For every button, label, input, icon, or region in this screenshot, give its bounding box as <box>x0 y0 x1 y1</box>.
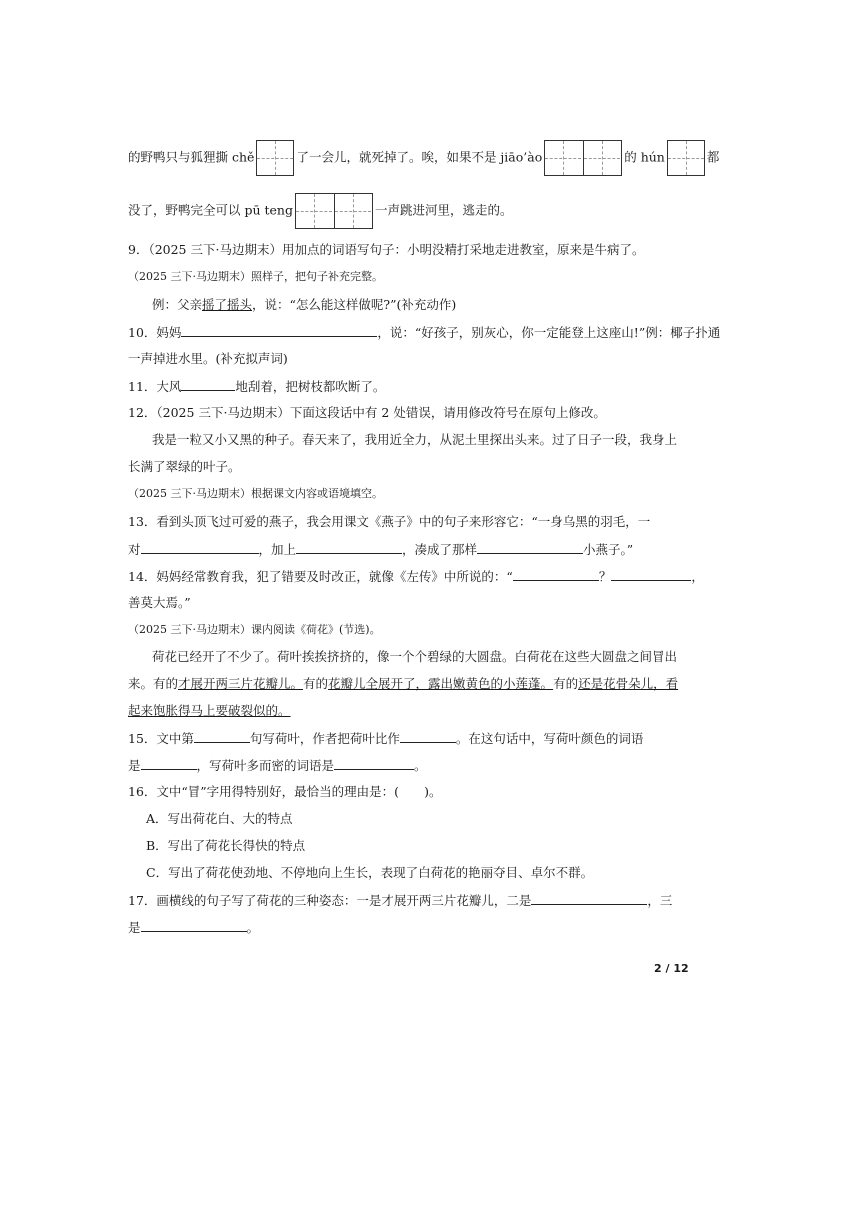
passage-12-a: 我是一粒又小又黑的种子。春天来了，我用近全力，从泥土里探出头来。过了日子一段，我身上 <box>152 432 678 447</box>
answer-blank[interactable] <box>513 566 599 581</box>
text: 。 <box>246 920 260 935</box>
text: ，凑成了那样 <box>402 542 478 557</box>
text: 一声跳进河里，逃走的。 <box>374 202 513 218</box>
text: 14．妈妈经常教育我，犯了错要及时改正，就像《左传》中所说的：“ <box>128 569 513 584</box>
text: ，说：“怎么能这样做呢?”(补充动作) <box>252 297 457 312</box>
question-15-cont <box>128 755 427 774</box>
pinyin-line-2 <box>128 193 513 229</box>
option-b[interactable]: B．写出了荷花长得快的特点 <box>146 838 306 853</box>
answer-blank[interactable] <box>531 890 647 905</box>
option-a[interactable]: A．写出荷花白、大的特点 <box>146 811 293 826</box>
text: 17．画横线的句子写了荷花的三种姿态：一是才展开两三片花瓣儿，二是 <box>128 893 532 908</box>
char-box-che[interactable] <box>256 140 294 176</box>
question-10-cont: 一声掉进水里。(补充拟声词) <box>128 351 288 366</box>
text: 没了，野鸭完全可以 pū teng <box>128 202 293 218</box>
answer-blank[interactable] <box>400 728 456 743</box>
answer-blank[interactable] <box>141 539 259 554</box>
answer-blank[interactable] <box>181 376 235 391</box>
answer-blank[interactable] <box>141 917 247 932</box>
text: 都 <box>706 149 720 165</box>
answer-blank[interactable] <box>194 728 250 743</box>
question-10 <box>128 322 720 341</box>
answer-blank[interactable] <box>181 322 377 337</box>
text: 。 <box>414 758 427 773</box>
question-14-cont: 善莫大焉。” <box>128 595 191 610</box>
section-header: （2025 三下·马边期末）根据课文内容或语境填空。 <box>128 487 383 500</box>
text: 有的 <box>303 676 329 691</box>
question-15 <box>128 728 643 747</box>
question-9: 9．（2025 三下·马边期末）用加点的词语写句子：小明没精打采地走进教室，原来是牛病了。 <box>128 242 645 257</box>
question-14 <box>128 566 704 585</box>
text: ，三 <box>647 893 673 908</box>
text: 地刮着，把树枝都吹断了。 <box>235 379 386 394</box>
text: ？ <box>598 569 612 584</box>
answer-blank[interactable] <box>611 566 691 581</box>
question-16: 16．文中“冒”字用得特别好，最恰当的理由是：( )。 <box>128 784 442 799</box>
answer-blank[interactable] <box>334 755 414 770</box>
option-c[interactable]: C．写出了荷花使劲地、不停地向上生长，表现了白荷花的艳丽夺目、卓尔不群。 <box>146 865 594 880</box>
section-header: （2025 三下·马边期末）照样子，把句子补充完整。 <box>128 270 383 283</box>
text: 是 <box>128 758 141 773</box>
char-box-hun[interactable] <box>667 140 705 176</box>
char-box-puteng[interactable] <box>295 193 373 229</box>
passage-12-b: 长满了翠绿的叶子。 <box>128 459 241 474</box>
answer-blank[interactable] <box>141 755 197 770</box>
underlined-text: 起来饱胀得马上要破裂似的。 <box>128 703 291 718</box>
text: 有的 <box>553 676 579 691</box>
question-17-cont <box>128 917 259 936</box>
passage-b <box>128 674 678 692</box>
text: ， <box>691 569 704 584</box>
pinyin-line-1 <box>128 140 719 176</box>
char-box-jiaoao[interactable] <box>544 140 622 176</box>
text: 的 hún <box>624 149 665 165</box>
text: 10．妈妈 <box>128 325 182 340</box>
text: 15．文中第 <box>128 731 194 746</box>
question-13: 13．看到头顶飞过可爱的燕子，我会用课文《燕子》中的句子来形容它：“一身乌黑的羽毛，一 <box>128 514 651 529</box>
text: 句写荷叶，作者把荷叶比作 <box>249 731 400 746</box>
text: ，说：“好孩子，别灰心，你一定能登上这座山!”例：椰子扑通 <box>377 325 721 340</box>
page-number: 2 / 12 <box>654 962 689 975</box>
text: 小燕子。” <box>583 542 634 557</box>
underlined-text: 还是花骨朵儿，看 <box>578 676 679 691</box>
text: 例：父亲 <box>152 297 203 312</box>
text: ，加上 <box>258 542 297 557</box>
underlined-text: 才展开两三片花瓣儿。 <box>178 676 304 691</box>
text: 了一会儿，就死掉了。唉，如果不是 jiāo’ào <box>296 149 543 165</box>
question-11 <box>128 376 385 395</box>
question-17 <box>128 890 672 909</box>
answer-blank[interactable] <box>477 539 583 554</box>
question-13-cont <box>128 539 633 558</box>
section-header: （2025 三下·马边期末）课内阅读《荷花》(节选)。 <box>128 623 381 636</box>
text: 的野鸭只与狐狸撕 chě <box>128 149 255 165</box>
passage-c <box>128 701 291 719</box>
text: 对 <box>128 542 141 557</box>
text: 是 <box>128 920 141 935</box>
text: 11．大风 <box>128 379 182 394</box>
text: ，写荷叶多而密的词语是 <box>196 758 335 773</box>
example <box>152 295 456 313</box>
text: 来。有的 <box>128 676 179 691</box>
question-12: 12．（2025 三下·马边期末）下面这段话中有 2 处错误，请用修改符号在原句上修改。 <box>128 405 606 420</box>
underlined-text: 花瓣儿全展开了，露出嫩黄色的小莲蓬。 <box>328 676 554 691</box>
passage-a: 荷花已经开了不少了。荷叶挨挨挤挤的，像一个个碧绿的大圆盘。白荷花在这些大圆盘之间冒出 <box>152 649 678 664</box>
text: 。在这句话中，写荷叶颜色的词语 <box>455 731 644 746</box>
answer-blank[interactable] <box>296 539 402 554</box>
underlined-text: 摇了摇头 <box>202 297 253 312</box>
